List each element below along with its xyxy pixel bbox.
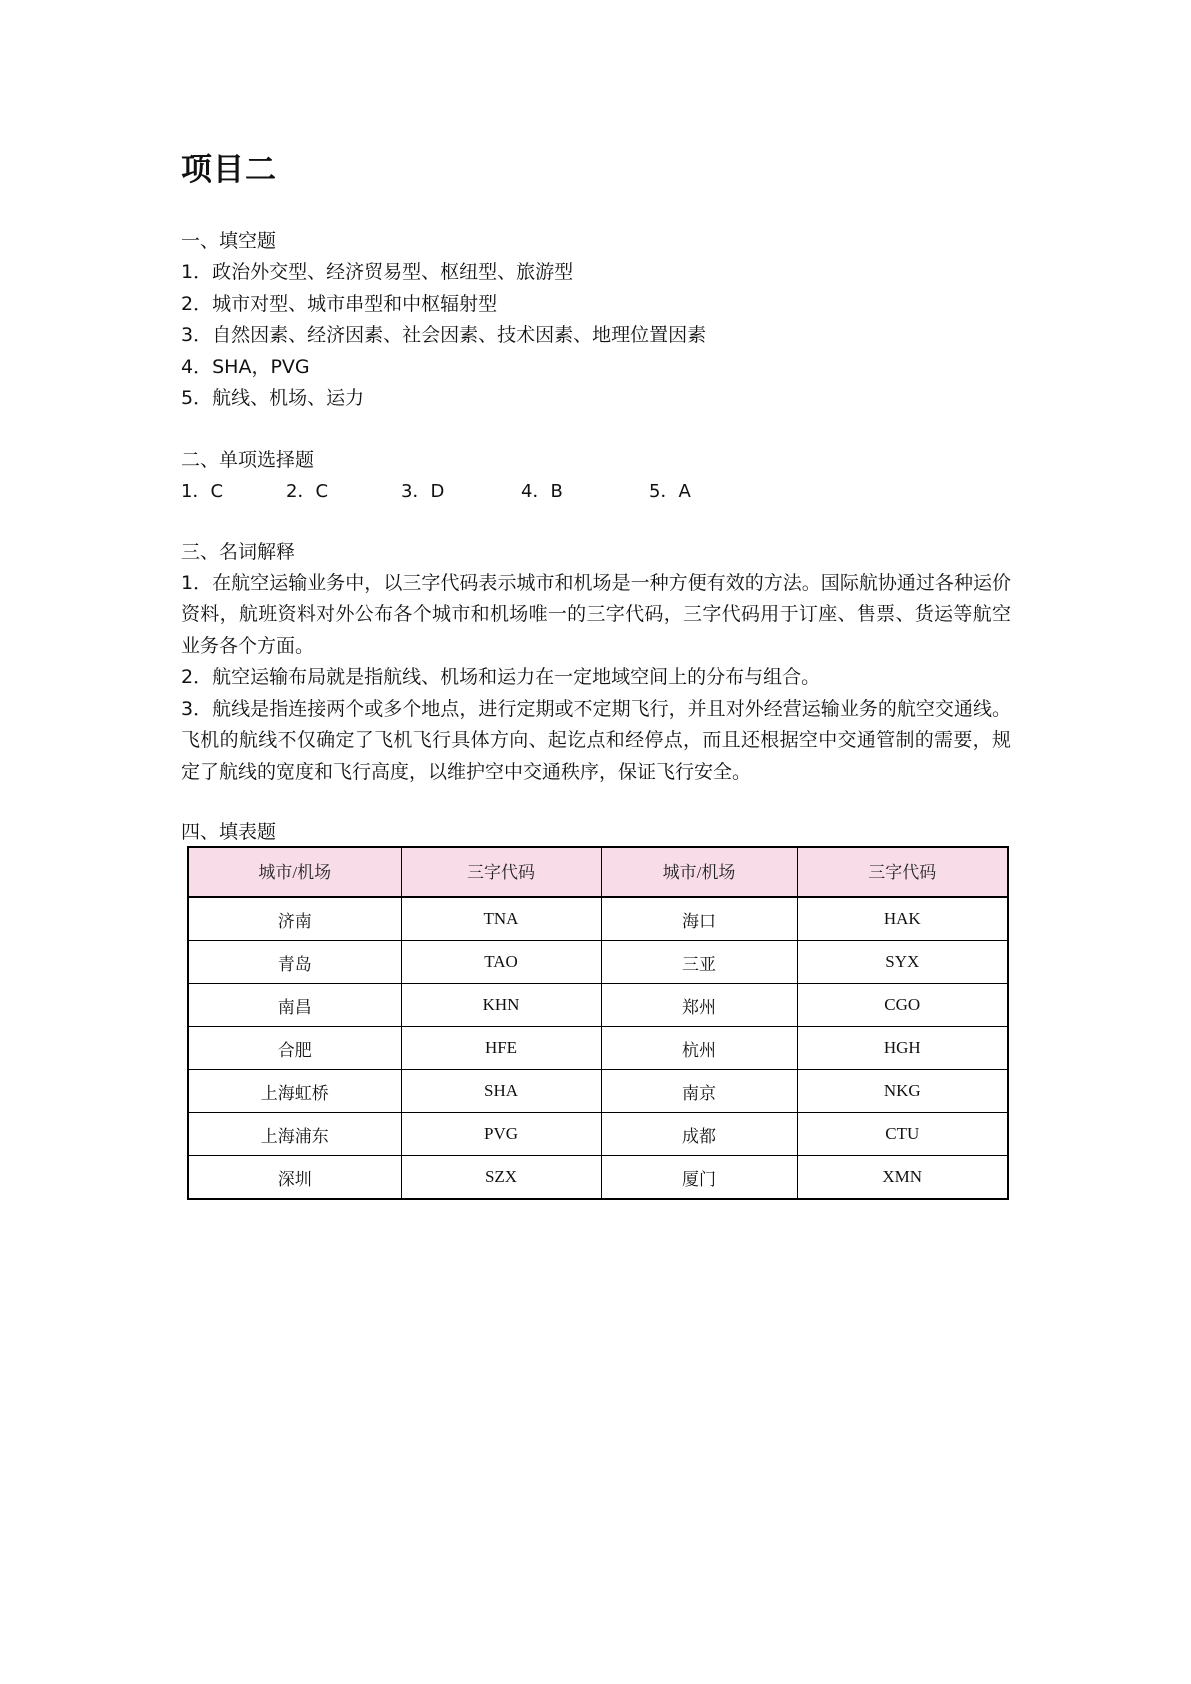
answer: 1．C <box>181 480 224 502</box>
code-cell: HAK <box>797 897 1008 941</box>
city-cell: 合肥 <box>188 1027 401 1070</box>
code-cell: KHN <box>401 984 601 1027</box>
table-row <box>188 941 1008 984</box>
item-text: 政治外交型、经济贸易型、枢纽型、旅游型 <box>212 261 574 283</box>
airport-code-table <box>187 846 1009 1200</box>
item-text: SHA，PVG <box>212 355 310 378</box>
code-cell: CGO <box>797 984 1008 1027</box>
item-number: 4． <box>181 355 213 378</box>
fill-blank-item <box>181 289 1011 321</box>
item-text: 自然因素、经济因素、社会因素、技术因素、地理位置因素 <box>212 324 707 346</box>
answer: 4．B <box>521 480 563 502</box>
fill-blank-item <box>181 352 1011 384</box>
table-row <box>188 1070 1008 1113</box>
city-cell: 上海浦东 <box>188 1113 401 1156</box>
code-cell: SYX <box>797 941 1008 984</box>
table-header-row <box>188 847 1008 897</box>
fill-blank-item <box>181 383 1011 415</box>
fill-blank-item <box>181 257 1011 289</box>
term-explanation: 2．航空运输布局就是指航线、机场和运力在一定地域空间上的分布与组合。 <box>181 666 821 688</box>
column-header: 三字代码 <box>797 847 1008 897</box>
term-explanation: 1．在航空运输业务中，以三字代码表示城市和机场是一种方便有效的方法。国际航协通过各种运价资料，航班资料对外公布各个城市和机场唯一的三字代码，三字代码用于订座、售票、货运等航空业务各个方面。 <box>181 571 1011 657</box>
item-number: 5． <box>181 387 213 409</box>
city-cell: 杭州 <box>601 1027 797 1070</box>
column-header: 城市/机场 <box>601 847 797 897</box>
city-cell: 济南 <box>188 897 401 941</box>
answer: 3．D <box>401 480 445 502</box>
code-cell: TNA <box>401 897 601 941</box>
document-page <box>181 150 1011 1200</box>
terms-heading: 三、名词解释 <box>181 540 296 563</box>
city-cell: 海口 <box>601 897 797 941</box>
code-cell: CTU <box>797 1113 1008 1156</box>
city-cell: 三亚 <box>601 941 797 984</box>
item-text: 城市对型、城市串型和中枢辐射型 <box>212 292 498 315</box>
item-text: 航线、机场、运力 <box>212 387 365 409</box>
item-number: 2． <box>181 292 213 315</box>
city-cell: 郑州 <box>601 984 797 1027</box>
item-number: 3． <box>181 324 213 346</box>
city-cell: 南昌 <box>188 984 401 1027</box>
city-cell: 青岛 <box>188 941 401 984</box>
column-header: 三字代码 <box>401 847 601 897</box>
terms-section <box>181 537 1011 789</box>
code-cell: XMN <box>797 1156 1008 1200</box>
city-cell: 深圳 <box>188 1156 401 1200</box>
table-row <box>188 897 1008 941</box>
fill-blank-section <box>181 226 1011 415</box>
single-choice-heading: 二、单项选择题 <box>181 448 315 471</box>
column-header: 城市/机场 <box>188 847 401 897</box>
city-cell: 成都 <box>601 1113 797 1156</box>
code-cell: SHA <box>401 1070 601 1113</box>
table-row <box>188 1113 1008 1156</box>
city-cell: 上海虹桥 <box>188 1070 401 1113</box>
page-title: 项目二 <box>181 152 277 188</box>
table-row <box>188 984 1008 1027</box>
city-cell: 厦门 <box>601 1156 797 1200</box>
item-number: 1． <box>181 261 213 283</box>
code-cell: PVG <box>401 1113 601 1156</box>
table-row <box>188 1027 1008 1070</box>
code-cell: SZX <box>401 1156 601 1200</box>
table-row <box>188 1156 1008 1200</box>
single-choice-section <box>181 445 1011 507</box>
answer-row <box>181 476 1011 507</box>
code-cell: NKG <box>797 1070 1008 1113</box>
answer: 2．C <box>286 480 329 502</box>
code-cell: TAO <box>401 941 601 984</box>
city-cell: 南京 <box>601 1070 797 1113</box>
table-section-heading: 四、填表题 <box>181 821 277 843</box>
fill-blank-heading: 一、填空题 <box>181 230 277 252</box>
term-explanation: 3．航线是指连接两个或多个地点，进行定期或不定期飞行，并且对外经营运输业务的航空交通线。飞机的航线不仅确定了飞机飞行具体方向、起讫点和经停点，而且还根据空中交通管制的需要，规定了航线的宽度和飞行高度，以维护空中交通秩序，保证飞行安全。 <box>181 697 1011 783</box>
answer: 5．A <box>649 480 691 502</box>
code-cell: HFE <box>401 1027 601 1070</box>
code-cell: HGH <box>797 1027 1008 1070</box>
fill-blank-item <box>181 320 1011 352</box>
